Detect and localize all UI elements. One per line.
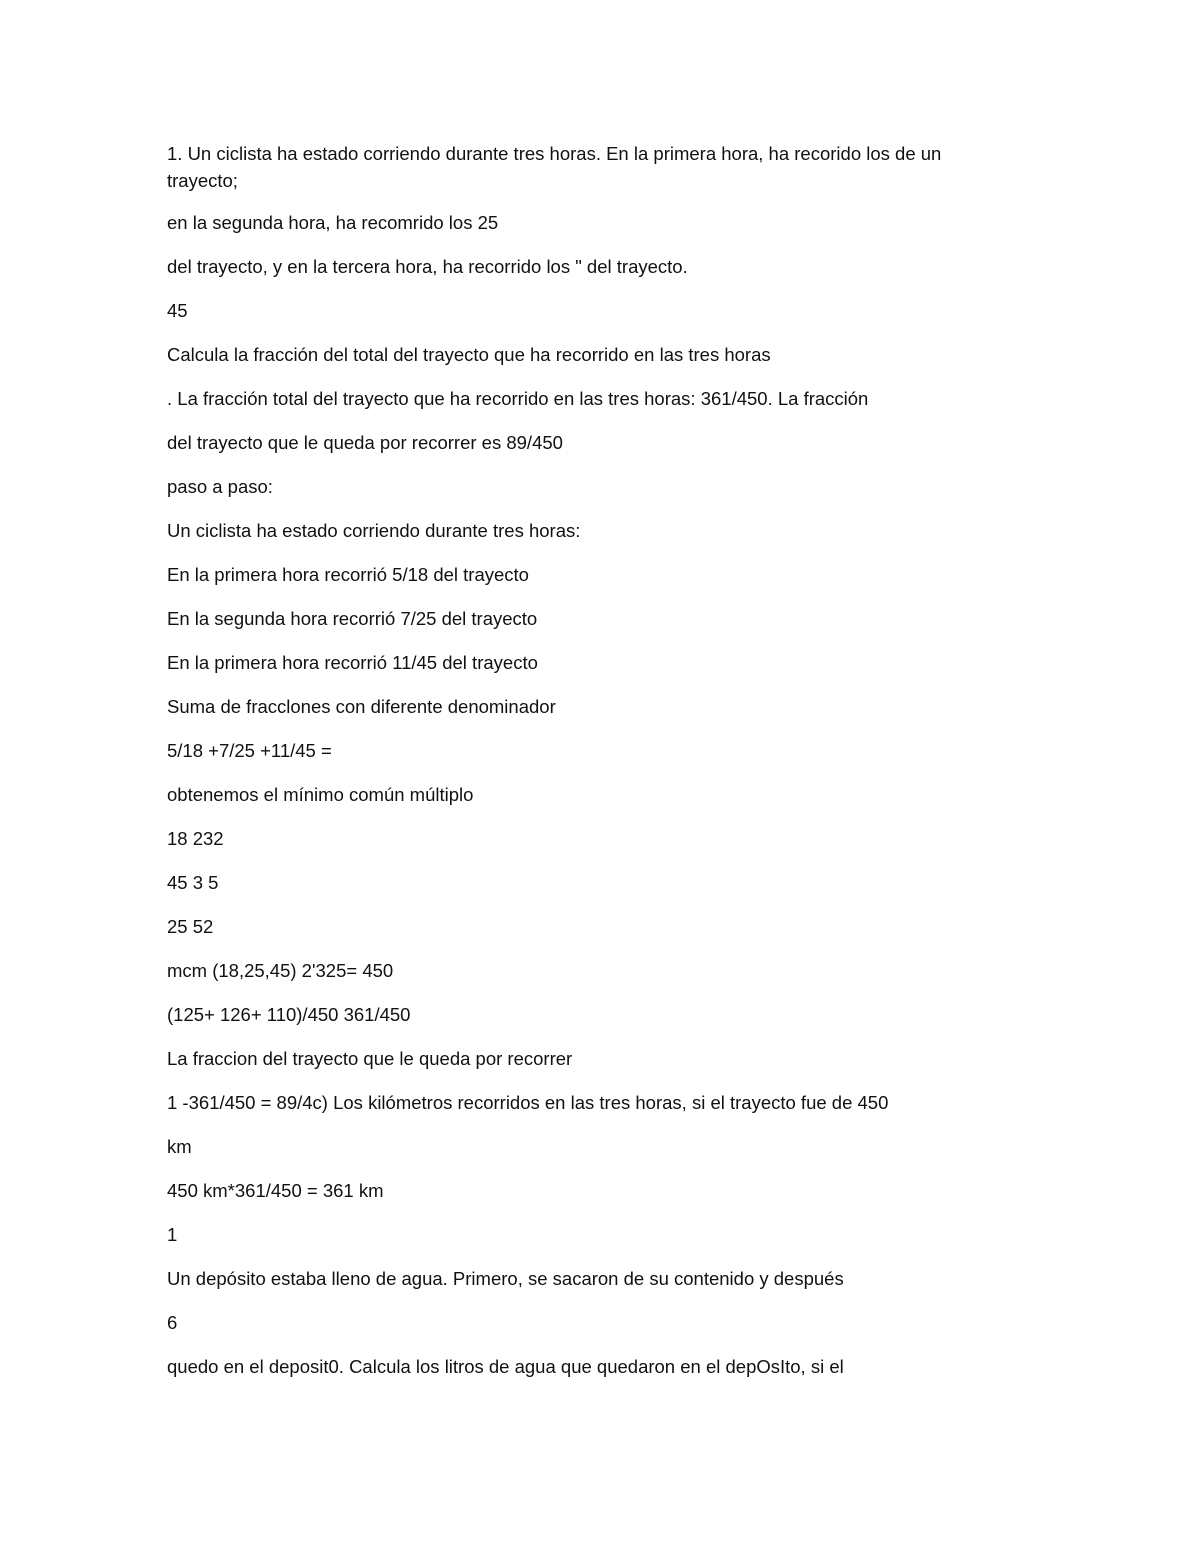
text-line: Un ciclista ha estado corriendo durante tres horas: xyxy=(167,520,581,541)
answer-line: . La fracción total del trayecto que ha recorrido en las tres horas: 361/450. La fracción xyxy=(167,388,869,409)
question-line: Calcula la fracción del total del trayecto que ha recorrido en las tres horas xyxy=(167,344,771,365)
text-line: 45 xyxy=(167,300,188,321)
problem-1-statement: 1. Un ciclista ha estado corriendo durante tres horas. En la primera hora, ha recorido los de un trayecto; xyxy=(167,143,942,191)
equation-line: (125+ 126+ 110)/450 361/450 xyxy=(167,1004,411,1025)
text-line: en la segunda hora, ha recomrido los 25 xyxy=(167,212,499,233)
factor-line: 45 3 5 xyxy=(167,872,219,893)
text-line: obtenemos el mínimo común múltiplo xyxy=(167,784,474,805)
text-line: La fraccion del trayecto que le queda por recorrer xyxy=(167,1048,573,1069)
text-line: del trayecto, y en la tercera hora, ha recorrido los " del trayecto. xyxy=(167,256,688,277)
text-line: En la segunda hora recorrió 7/25 del trayecto xyxy=(167,608,538,629)
equation-line: 1 -361/450 = 89/4c) Los kilómetros recorridos en las tres horas, si el trayecto fue de 450 xyxy=(167,1092,889,1113)
text-line: 6 xyxy=(167,1312,178,1333)
step-heading: paso a paso: xyxy=(167,476,273,497)
text-line: Suma de fracclones con diferente denominador xyxy=(167,696,556,717)
equation-line: 5/18 +7/25 +11/45 = xyxy=(167,740,332,761)
text-line: quedo en el deposit0. Calcula los litros de agua que quedaron en el depOsIto, si el xyxy=(167,1356,844,1377)
factor-line: 18 232 xyxy=(167,828,224,849)
document-body xyxy=(167,140,1027,1399)
equation-line: 450 km*361/450 = 361 km xyxy=(167,1180,384,1201)
factor-line: 25 52 xyxy=(167,916,214,937)
text-line: En la primera hora recorrió 11/45 del trayecto xyxy=(167,652,538,673)
problem-number: 1 xyxy=(167,1224,178,1245)
answer-line: del trayecto que le queda por recorrer es 89/450 xyxy=(167,432,563,453)
equation-line: mcm (18,25,45) 2'325= 450 xyxy=(167,960,394,981)
text-line: km xyxy=(167,1136,192,1157)
text-line: En la primera hora recorrió 5/18 del trayecto xyxy=(167,564,529,585)
problem-2-statement: Un depósito estaba lleno de agua. Primero, se sacaron de su contenido y después xyxy=(167,1268,844,1289)
